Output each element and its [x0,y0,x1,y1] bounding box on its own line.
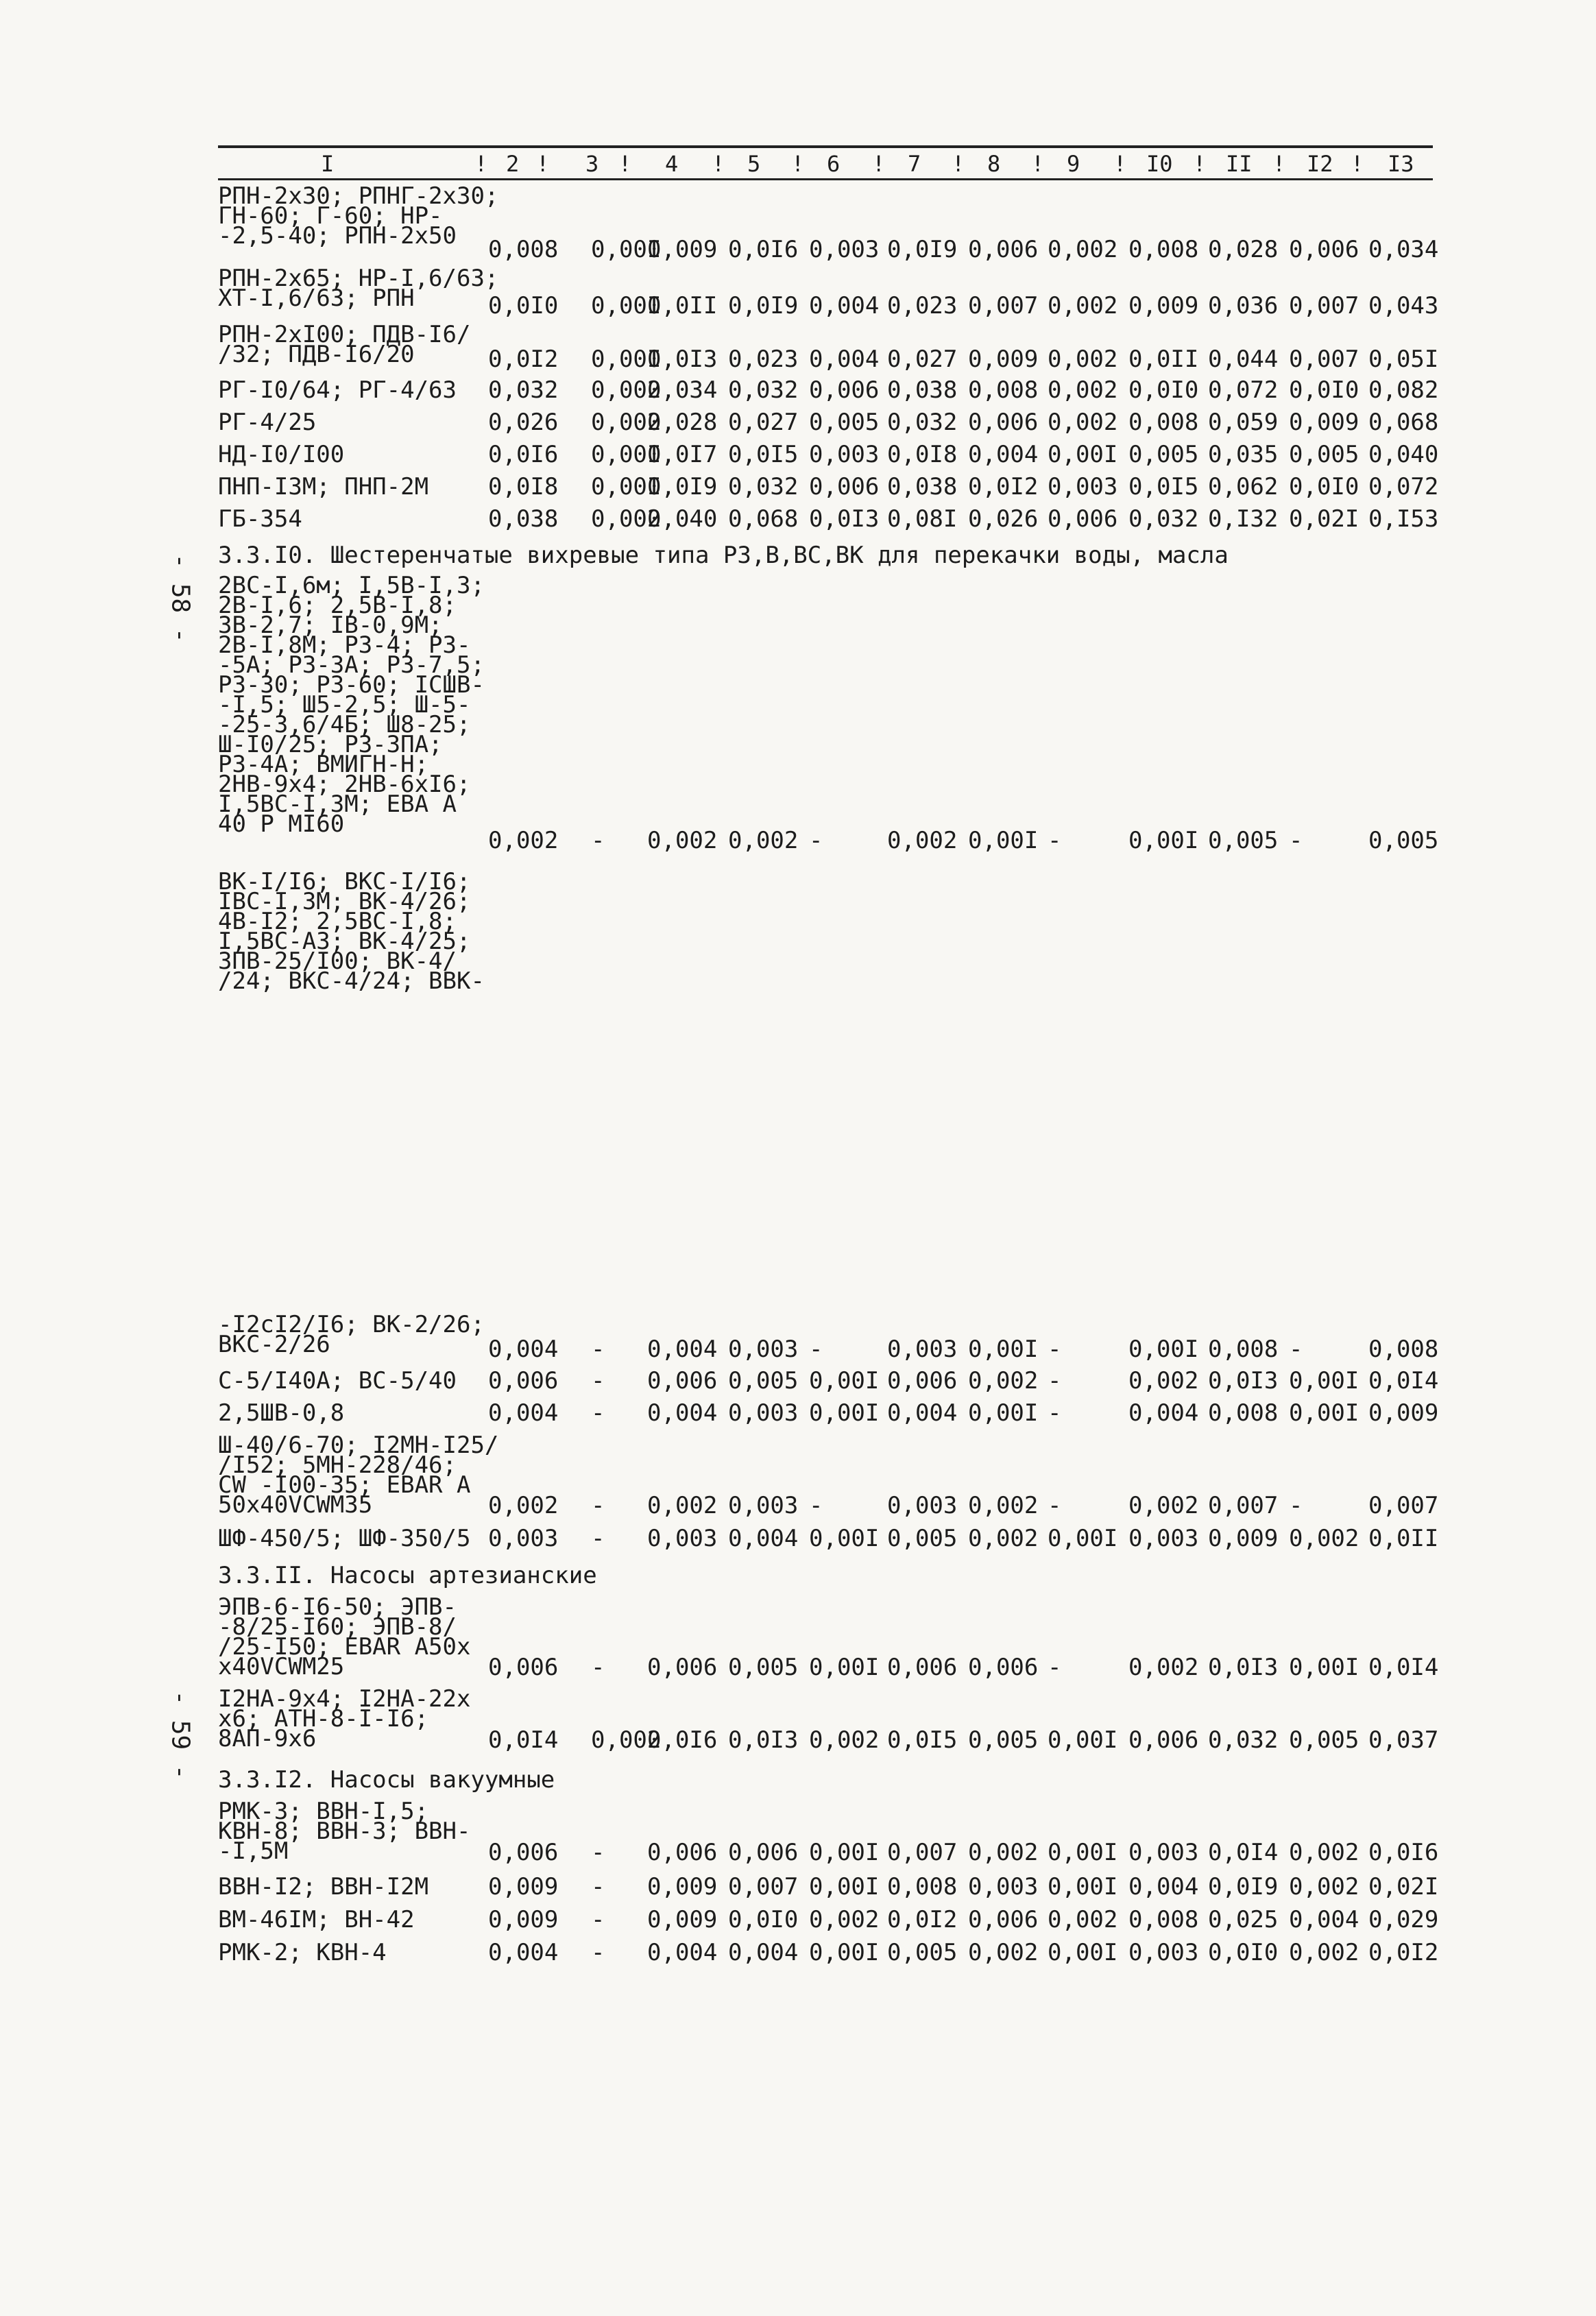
cell-value: 0,05I [1368,346,1439,373]
cell-value: - [591,1336,605,1363]
cell-value: 0,032 [488,376,559,404]
cell-value: 0,004 [488,1939,559,1966]
header-separator: ! [1272,151,1286,177]
cell-value: 0,I53 [1368,505,1439,533]
header-separator: ! [618,151,632,177]
cell-value: 0,028 [647,409,718,436]
cell-value: 0,002 [1289,1939,1359,1966]
cell-value: 0,062 [1208,473,1279,500]
cell-value: 0,027 [728,409,799,436]
cell-value: 0,002 [647,1492,718,1519]
header-separator: ! [1113,151,1127,177]
cell-value: 0,002 [1128,1492,1199,1519]
cell-value: 0,029 [1368,1906,1439,1933]
row-label: ЭПВ-6-I6-50; ЭПВ- -8/25-I60; ЭПВ-8/ /25-I50; EBAR A50х х40VCWM25 [218,1593,471,1680]
cell-value: 0,006 [887,1367,958,1395]
cell-value: - [1289,1336,1303,1363]
cell-value: 0,00I [591,441,662,468]
cell-value: 0,005 [728,1367,799,1395]
cell-value: 0,003 [887,1336,958,1363]
cell-value: 0,02I [1368,1873,1439,1901]
cell-value: 0,002 [809,1906,880,1933]
cell-value: - [591,1525,605,1552]
cell-value: 0,034 [1368,236,1439,263]
cell-value: 0,002 [1128,1654,1199,1681]
cell-value: 0,002 [488,1492,559,1519]
cell-value: 0,059 [1208,409,1279,436]
cell-value: 0,003 [1128,1839,1199,1866]
cell-value: 0,0I0 [1208,1939,1279,1966]
cell-value: 0,00I [1048,1726,1118,1754]
cell-value: 0,035 [1208,441,1279,468]
cell-value: 0,002 [968,1939,1039,1966]
cell-value: - [591,1654,605,1681]
row-label: -I2сI2/I6; ВК-2/26; ВКС-2/26 [218,1311,485,1358]
header-col-8: 8 [987,151,1001,177]
cell-value: - [591,827,605,854]
cell-value: 0,009 [968,346,1039,373]
cell-value: 0,0I9 [728,292,799,319]
cell-value: 0,02I [1289,505,1359,533]
cell-value: 0,006 [1048,505,1118,533]
cell-value: 0,009 [647,1906,718,1933]
header-col-13: I3 [1388,151,1414,177]
cell-value: 0,025 [1208,1906,1279,1933]
cell-value: 0,00I [1289,1399,1359,1427]
cell-value: 0,007 [968,292,1039,319]
cell-value: 0,0I3 [728,1726,799,1754]
row-label: РГ-4/25 [218,409,317,436]
header-separator: ! [1193,151,1207,177]
cell-value: 0,026 [968,505,1039,533]
cell-value: 0,002 [488,827,559,854]
cell-value: 0,043 [1368,292,1439,319]
cell-value: - [1048,1336,1062,1363]
row-label: ВВН-I2; ВВН-I2М [218,1873,429,1901]
cell-value: 0,00I [968,1399,1039,1427]
cell-value: 0,08I [887,505,958,533]
cell-value: - [809,1492,823,1519]
cell-value: 0,00I [591,473,662,500]
cell-value: - [591,1492,605,1519]
cell-value: 0,009 [647,1873,718,1901]
cell-value: 0,0I6 [728,236,799,263]
cell-value: 0,003 [809,236,880,263]
cell-value: 0,002 [1048,292,1118,319]
cell-value: 0,032 [1208,1726,1279,1754]
cell-value: 0,0I0 [1128,376,1199,404]
cell-value: 0,003 [728,1336,799,1363]
header-separator: ! [791,151,805,177]
cell-value: 0,006 [1289,236,1359,263]
cell-value: 0,032 [728,473,799,500]
header-separator: ! [872,151,886,177]
cell-value: 0,006 [968,409,1039,436]
cell-value: 0,003 [1128,1939,1199,1966]
section-heading-3-3-11: 3.3.II. Насосы артезианские [218,1562,597,1589]
cell-value: 0,0I9 [1208,1873,1279,1901]
cell-value: 0,008 [887,1873,958,1901]
cell-value: 0,003 [488,1525,559,1552]
cell-value: 0,068 [728,505,799,533]
row-label: РПН-2хI00; ПДВ-I6/ /32; ПДВ-I6/20 [218,321,471,368]
cell-value: 0,004 [809,346,880,373]
cell-value: 0,038 [887,376,958,404]
cell-value: 0,002 [1048,346,1118,373]
header-separator: ! [474,151,488,177]
cell-value: 0,002 [1048,1906,1118,1933]
header-col-12: I2 [1307,151,1333,177]
cell-value: 0,004 [647,1336,718,1363]
cell-value: - [591,1839,605,1866]
cell-value: 0,0I2 [968,473,1039,500]
cell-value: 0,00I [968,827,1039,854]
cell-value: 0,005 [1368,827,1439,854]
cell-value: 0,023 [728,346,799,373]
cell-value: 0,00I [968,1336,1039,1363]
cell-value: 0,009 [1368,1399,1439,1427]
cell-value: 0,005 [1208,827,1279,854]
cell-value: 0,004 [728,1939,799,1966]
cell-value: 0,004 [488,1336,559,1363]
cell-value: 0,007 [887,1839,958,1866]
cell-value: 0,00I [1048,1839,1118,1866]
row-label: РГ-I0/64; РГ-4/63 [218,376,457,404]
cell-value: 0,004 [488,1399,559,1427]
cell-value: 0,0I6 [488,441,559,468]
row-label: ПНП-I3М; ПНП-2М [218,473,429,500]
cell-value: 0,040 [1368,441,1439,468]
cell-value: 0,00I [809,1873,880,1901]
cell-value: 0,009 [1208,1525,1279,1552]
cell-value: 0,00I [591,292,662,319]
cell-value: 0,005 [887,1939,958,1966]
header-col-11: II [1226,151,1253,177]
page-number-59: - 59 - [166,1690,195,1780]
cell-value: 0,0I2 [1368,1939,1439,1966]
cell-value: 0,002 [591,409,662,436]
header-col-2: 2 [506,151,520,177]
cell-value: 0,0I6 [1368,1839,1439,1866]
cell-value: 0,034 [647,376,718,404]
table-header [218,148,1433,178]
cell-value: 0,004 [647,1399,718,1427]
cell-value: 0,008 [1128,409,1199,436]
row-label: РМК-2; КВН-4 [218,1939,387,1966]
cell-value: - [1048,827,1062,854]
cell-value: 0,00I [809,1525,880,1552]
cell-value: 0,040 [647,505,718,533]
cell-value: - [1048,1654,1062,1681]
cell-value: 0,00I [1289,1367,1359,1395]
cell-value: 0,072 [1368,473,1439,500]
cell-value: 0,00I [591,346,662,373]
cell-value: 0,044 [1208,346,1279,373]
row-label: ВМ-46IМ; ВН-42 [218,1906,415,1933]
cell-value: 0,008 [488,236,559,263]
cell-value: 0,006 [728,1839,799,1866]
cell-value: 0,002 [968,1367,1039,1395]
row-label: РПН-2х30; РПНГ-2х30; ГН-60; Г-60; НР- -2,5-40; РПН-2х50 [218,182,499,250]
cell-value: 0,002 [1048,409,1118,436]
cell-value: - [591,1399,605,1427]
row-label: ВК-I/I6; ВКС-I/I6; IВС-I,3М; ВК-4/26; 4В-I2; 2,5ВС-I,8; I,5ВС-А3; ВК-4/25; 3ПВ-25/I00; ВК-4/ /24; ВКС-4/24; ВВК- [218,868,485,995]
cell-value: 0,072 [1208,376,1279,404]
cell-value: 0,002 [968,1492,1039,1519]
cell-value: 0,006 [488,1839,559,1866]
cell-value: 0,0I3 [647,346,718,373]
cell-value: 0,0I0 [728,1906,799,1933]
cell-value: - [809,1336,823,1363]
cell-value: 0,00I [809,1367,880,1395]
cell-value: 0,002 [1289,1873,1359,1901]
header-separator: ! [1351,151,1364,177]
cell-value: 0,00I [809,1939,880,1966]
cell-value: 0,007 [1368,1492,1439,1519]
cell-value: 0,00I [1048,441,1118,468]
cell-value: 0,005 [1128,441,1199,468]
cell-value: 0,002 [887,827,958,854]
cell-value: 0,008 [968,376,1039,404]
cell-value: 0,0I4 [1208,1839,1279,1866]
cell-value: 0,038 [488,505,559,533]
cell-value: 0,006 [647,1367,718,1395]
cell-value: - [591,1367,605,1395]
cell-value: 0,004 [1128,1873,1199,1901]
cell-value: 0,00I [591,236,662,263]
cell-value: 0,0I6 [647,1726,718,1754]
cell-value: 0,005 [1289,1726,1359,1754]
cell-value: 0,002 [728,827,799,854]
row-label: 2,5ШВ-0,8 [218,1399,345,1427]
cell-value: 0,003 [809,441,880,468]
header-separator: ! [1031,151,1045,177]
cell-value: 0,00I [1048,1873,1118,1901]
header-separator: ! [952,151,965,177]
section-heading-3-3-10: 3.3.I0. Шестеренчатые вихревые типа РЗ,В,ВС,ВК для перекачки воды, масла [218,542,1229,569]
cell-value: 0,082 [1368,376,1439,404]
cell-value: 0,0I4 [488,1726,559,1754]
cell-value: - [1048,1367,1062,1395]
header-col-9: 9 [1067,151,1080,177]
cell-value: 0,004 [968,441,1039,468]
cell-value: - [1048,1399,1062,1427]
cell-value: 0,004 [1289,1906,1359,1933]
cell-value: 0,068 [1368,409,1439,436]
cell-value: - [591,1873,605,1901]
cell-value: - [809,827,823,854]
cell-value: 0,0I2 [488,346,559,373]
header-bottom-rule [218,178,1433,180]
cell-value: 0,006 [809,473,880,500]
cell-value: 0,005 [1289,441,1359,468]
cell-value: 0,007 [1289,292,1359,319]
row-label: Ш-40/6-70; I2МН-I25/ /I52; 5МН-228/46; CW -I00-35; EBAR A 50х40VCWM35 [218,1432,499,1519]
cell-value: 0,003 [647,1525,718,1552]
cell-value: 0,006 [809,376,880,404]
cell-value: 0,003 [887,1492,958,1519]
cell-value: 0,008 [1208,1399,1279,1427]
cell-value: 0,0I0 [1289,473,1359,500]
cell-value: 0,003 [1128,1525,1199,1552]
cell-value: 0,I32 [1208,505,1279,533]
cell-value: 0,00I [1048,1939,1118,1966]
cell-value: 0,006 [968,1906,1039,1933]
header-col-5: 5 [747,151,761,177]
cell-value: 0,007 [1289,346,1359,373]
header-col-3: 3 [585,151,599,177]
cell-value: 0,006 [647,1654,718,1681]
cell-value: 0,0I3 [809,505,880,533]
row-label: РМК-3; ВВН-I,5; КВН-8; ВВН-3; ВВН- -I,5М [218,1798,471,1865]
cell-value: 0,006 [887,1654,958,1681]
cell-value: 0,004 [1128,1399,1199,1427]
cell-value: 0,007 [728,1873,799,1901]
cell-value: 0,00I [1289,1654,1359,1681]
cell-value: 0,002 [1289,1525,1359,1552]
cell-value: 0,026 [488,409,559,436]
cell-value: 0,007 [1208,1492,1279,1519]
cell-value: 0,00I [809,1399,880,1427]
cell-value: 0,009 [647,236,718,263]
cell-value: 0,0I4 [1368,1654,1439,1681]
header-col-1: I [321,151,335,177]
section-heading-3-3-12: 3.3.I2. Насосы вакуумные [218,1766,555,1794]
header-col-7: 7 [908,151,921,177]
cell-value: 0,006 [488,1367,559,1395]
row-label: РПН-2х65; НР-I,6/63; ХТ-I,6/63; РПН [218,265,499,312]
cell-value: 0,002 [968,1525,1039,1552]
cell-value: 0,006 [1128,1726,1199,1754]
cell-value: - [591,1906,605,1933]
cell-value: 0,005 [968,1726,1039,1754]
cell-value: 0,0I2 [887,1906,958,1933]
row-label: С-5/I40А; ВС-5/40 [218,1367,457,1395]
cell-value: 0,023 [887,292,958,319]
cell-value: 0,009 [1128,292,1199,319]
cell-value: 0,008 [1208,1336,1279,1363]
row-label: НД-I0/I00 [218,441,345,468]
cell-value: 0,004 [728,1525,799,1552]
cell-value: 0,006 [968,236,1039,263]
cell-value: 0,0II [647,292,718,319]
row-label: I2НА-9х4; I2НА-22х х6; АТН-8-I-I6; 8АП-9х6 [218,1685,471,1752]
cell-value: 0,00I [1128,827,1199,854]
cell-value: 0,036 [1208,292,1279,319]
header-col-10: I0 [1146,151,1173,177]
cell-value: 0,038 [887,473,958,500]
cell-value: 0,006 [488,1654,559,1681]
cell-value: 0,032 [1128,505,1199,533]
cell-value: - [591,1939,605,1966]
cell-value: 0,028 [1208,236,1279,263]
cell-value: 0,032 [887,409,958,436]
cell-value: 0,0I8 [887,441,958,468]
cell-value: 0,002 [591,1726,662,1754]
cell-value: 0,0I5 [1128,473,1199,500]
cell-value: 0,003 [728,1492,799,1519]
cell-value: 0,027 [887,346,958,373]
cell-value: 0,003 [1048,473,1118,500]
cell-value: 0,0I3 [1208,1654,1279,1681]
cell-value: 0,0I4 [1368,1367,1439,1395]
cell-value: 0,0I3 [1208,1367,1279,1395]
row-label: 2ВС-I,6м; I,5В-I,3; 2В-I,6; 2,5В-I,8; 3В-2,7; IВ-0,9М; 2В-I,8М; РЗ-4; РЗ- -5А; РЗ-3А; РЗ-7,5; РЗ-30; РЗ-60; IСШВ- -I,5; Ш5-2,5; Ш-5- -25-3,6/4Б; Ш8-25; Ш-I0/25; РЗ-3ПА; РЗ-4А; ВМИГН-Н; 2НВ-9х4; 2НВ-6хI6; I,5ВС-I,3М; EBA A 40 P MI60 [218,572,485,838]
cell-value: 0,004 [887,1399,958,1427]
cell-value: 0,004 [809,292,880,319]
cell-value: 0,004 [647,1939,718,1966]
cell-value: 0,0I8 [488,473,559,500]
cell-value: 0,0I0 [1289,376,1359,404]
row-label: ШФ-450/5; ШФ-350/5 [218,1525,471,1552]
cell-value: 0,0I5 [887,1726,958,1754]
cell-value: 0,008 [1368,1336,1439,1363]
cell-value: 0,006 [968,1654,1039,1681]
cell-value: 0,003 [968,1873,1039,1901]
cell-value: 0,00I [1048,1525,1118,1552]
cell-value: 0,0I5 [728,441,799,468]
cell-value: 0,002 [1048,376,1118,404]
cell-value: 0,00I [809,1839,880,1866]
cell-value: - [1289,827,1303,854]
cell-value: - [1048,1492,1062,1519]
cell-value: 0,0II [1368,1525,1439,1552]
cell-value: 0,003 [728,1399,799,1427]
cell-value: 0,008 [1128,236,1199,263]
cell-value: 0,002 [591,376,662,404]
cell-value: 0,037 [1368,1726,1439,1754]
cell-value: 0,002 [968,1839,1039,1866]
cell-value: 0,0I0 [488,292,559,319]
cell-value: 0,00I [1128,1336,1199,1363]
cell-value: 0,006 [647,1839,718,1866]
cell-value: 0,00I [809,1654,880,1681]
header-separator: ! [536,151,550,177]
cell-value: 0,0I9 [887,236,958,263]
cell-value: 0,032 [728,376,799,404]
cell-value: 0,0II [1128,346,1199,373]
cell-value: 0,009 [488,1906,559,1933]
page-number-58: - 58 - [166,553,195,643]
cell-value: 0,0I7 [647,441,718,468]
cell-value: 0,002 [1289,1839,1359,1866]
cell-value: 0,0I9 [647,473,718,500]
cell-value: 0,005 [809,409,880,436]
cell-value: 0,008 [1128,1906,1199,1933]
cell-value: 0,005 [887,1525,958,1552]
cell-value: 0,002 [1048,236,1118,263]
cell-value: 0,005 [728,1654,799,1681]
cell-value: 0,009 [488,1873,559,1901]
header-col-6: 6 [827,151,841,177]
cell-value: 0,002 [809,1726,880,1754]
cell-value: 0,002 [647,827,718,854]
row-label: ГБ-354 [218,505,302,533]
cell-value: 0,002 [1128,1367,1199,1395]
header-separator: ! [712,151,725,177]
cell-value: 0,002 [591,505,662,533]
cell-value: 0,009 [1289,409,1359,436]
cell-value: - [1289,1492,1303,1519]
header-col-4: 4 [665,151,679,177]
